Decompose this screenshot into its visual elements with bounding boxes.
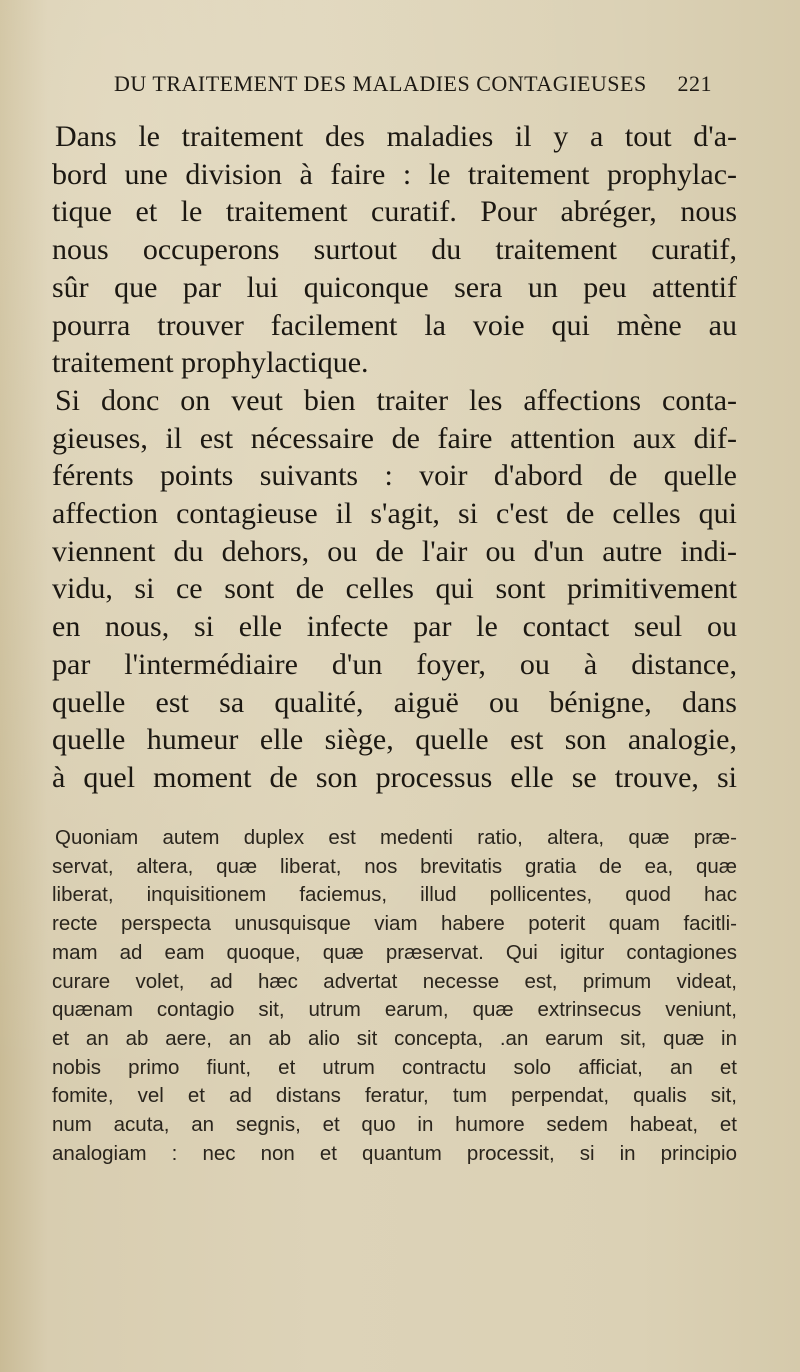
text-line: vidu, si ce sont de celles qui sont primitivement [52,572,737,606]
footnote-line: recte perspecta unusquisque viam habere poterit quam facitli- [52,912,737,936]
page-number: 221 [677,71,712,96]
text-line: férents points suivants : voir d'abord de quelle [52,459,737,493]
footnote-line: et an ab aere, an ab alio sit concepta, .an earum sit, quæ in [52,1026,737,1050]
footnote-line: fomite, vel et ad distans feratur, tum perpendat, qualis sit, [52,1084,737,1108]
text-line: bord une division à faire : le traitement prophylac- [52,157,737,191]
footnote-line: Quoniam autem duplex est medenti ratio, altera, quæ præ- [55,826,737,849]
footnote-line: mam ad eam quoque, quæ præservat. Qui igitur contagiones [52,940,737,964]
text-line: par l'intermédiaire d'un foyer, ou à distance, [52,647,737,681]
text-line: tique et le traitement curatif. Pour abréger, nous [52,195,737,229]
text-line: sûr que par lui quiconque sera un peu attentif [52,270,737,304]
text-line: pourra trouver facilement la voie qui mène au [52,308,737,342]
latin-footnote [52,824,737,1168]
footnote-line: num acuta, an segnis, et quo in humore sedem habeat, et [52,1113,737,1137]
text-line: nous occuperons surtout du traitement curatif, [52,233,737,267]
text-line: quelle humeur elle siège, quelle est son analogie, [52,723,737,757]
text-line: Si donc on veut bien traiter les affections conta- [55,383,737,417]
text-line: Dans le traitement des maladies il y a tout d'a- [55,120,737,153]
french-paragraphs [52,118,737,797]
text-line: gieuses, il est nécessaire de faire attention aux dif- [52,421,737,455]
text-line: affection contagieuse il s'agit, si c'est de celles qui [52,497,737,531]
text-line: en nous, si elle infecte par le contact seul ou [52,610,737,644]
footnote-line: analogiam : nec non et quantum processit, si in principio [52,1141,737,1165]
text-line: viennent du dehors, ou de l'air ou d'un autre indi- [52,534,737,568]
text-line: traitement prophylactique. [52,346,369,380]
footnote-line: nobis primo fiunt, et utrum contractu solo afficiat, an et [52,1055,737,1079]
footnote-line: curare volet, ad hæc advertat necesse est, primum videat, [52,969,737,993]
footnote-line: quænam contagio sit, utrum earum, quæ extrinsecus veniunt, [52,998,737,1022]
text-line: à quel moment de son processus elle se trouve, si [52,760,737,794]
footnote-line: servat, altera, quæ liberat, nos brevitatis gratia de ea, quæ [52,854,737,878]
text-line: quelle est sa qualité, aiguë ou bénigne, dans [52,685,737,719]
running-head [114,71,712,97]
running-title: DU TRAITEMENT DES MALADIES CONTAGIEUSES [114,71,647,96]
footnote-line: liberat, inquisitionem faciemus, illud pollicentes, quod hac [52,883,737,907]
